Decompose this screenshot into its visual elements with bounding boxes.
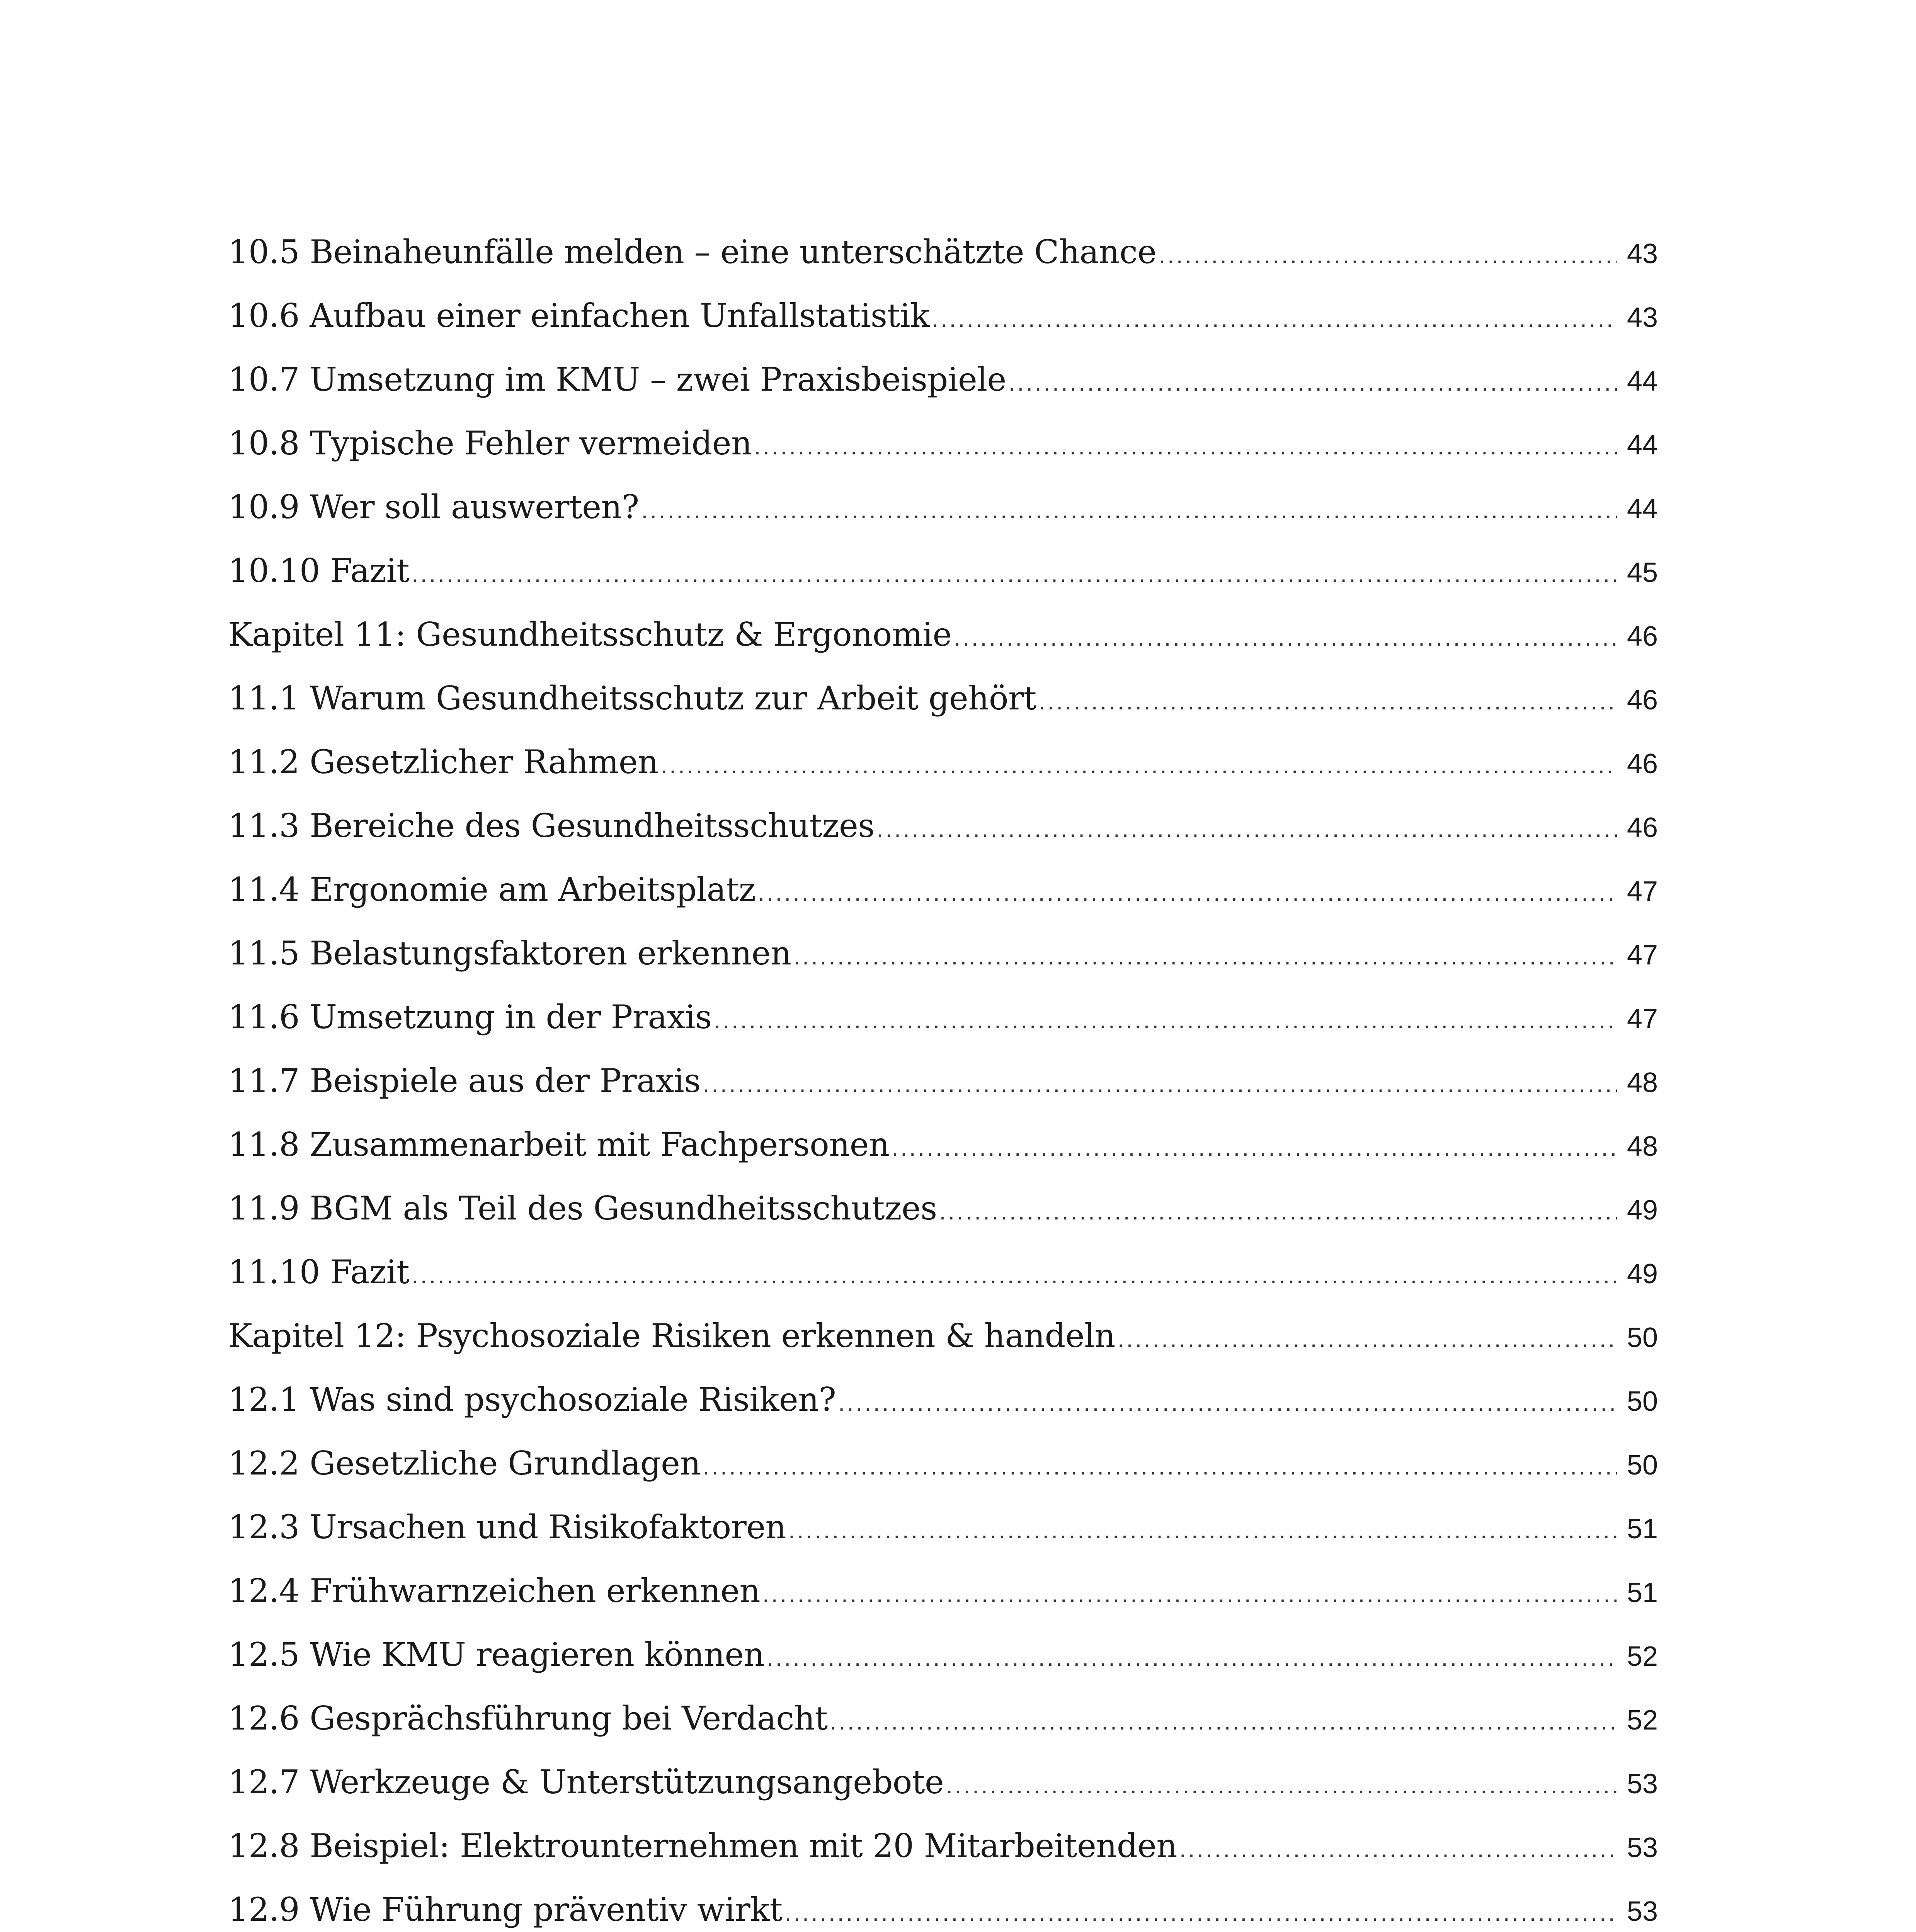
toc-entry[interactable] (228, 1814, 1658, 1878)
toc-dot-leader (877, 797, 1617, 861)
toc-entry-page: 51 (1627, 1577, 1658, 1608)
toc-dot-leader (788, 1498, 1617, 1562)
toc-dot-leader (830, 1690, 1617, 1753)
toc-entry-page: 52 (1627, 1641, 1658, 1672)
toc-entry-page: 46 (1627, 621, 1658, 652)
toc-entry-page: 47 (1627, 1003, 1658, 1034)
toc-entry-page: 50 (1627, 1322, 1658, 1353)
toc-entry-page: 47 (1627, 876, 1658, 907)
toc-dot-leader (892, 1116, 1617, 1180)
toc-entry[interactable] (228, 1432, 1658, 1495)
toc-entry-title: 12.8 Beispiel: Elektrounternehmen mit 20 Mitarbeitenden (228, 1827, 1177, 1865)
toc-dot-leader (838, 1371, 1617, 1435)
toc-entry[interactable] (228, 922, 1658, 985)
toc-dot-leader (767, 1626, 1617, 1690)
toc-entry[interactable] (228, 220, 1658, 284)
toc-entry-title: 10.7 Umsetzung im KMU – zwei Praxisbeispiele (228, 361, 1006, 398)
toc-entry-title: 12.5 Wie KMU reagieren können (228, 1636, 765, 1673)
toc-entry-title: 12.4 Frühwarnzeichen erkennen (228, 1572, 761, 1610)
toc-entry[interactable] (228, 1368, 1658, 1432)
toc-entry[interactable] (228, 985, 1658, 1049)
toc-dot-leader (1118, 1307, 1617, 1371)
toc-entry[interactable] (228, 603, 1658, 667)
toc-entry-page: 48 (1627, 1131, 1658, 1162)
toc-entry-title: 11.6 Umsetzung in der Praxis (228, 998, 712, 1036)
toc-entry-title: 11.4 Ergonomie am Arbeitsplatz (228, 871, 756, 908)
toc-dot-leader (946, 1753, 1617, 1817)
toc-entry[interactable] (228, 1878, 1658, 1932)
toc-entry-page: 53 (1627, 1832, 1658, 1863)
toc-entry-title: 12.6 Gesprächsführung bei Verdacht (228, 1699, 828, 1737)
toc-entry-page: 53 (1627, 1896, 1658, 1927)
toc-entry-title: 11.5 Belastungsfaktoren erkennen (228, 934, 791, 972)
toc-dot-leader (412, 1243, 1617, 1307)
toc-entry-title: 10.5 Beinaheunfälle melden – eine unterschätzte Chance (228, 233, 1157, 271)
toc-entry-title: 12.3 Ursachen und Risikofaktoren (228, 1508, 786, 1546)
toc-dot-leader (412, 542, 1617, 606)
toc-dot-leader (758, 861, 1617, 925)
toc-entry-title: 11.3 Bereiche des Gesundheitsschutzes (228, 807, 875, 845)
toc-entry-title: Kapitel 12: Psychosoziale Risiken erkennen & handeln (228, 1317, 1115, 1355)
toc-dot-leader (954, 606, 1617, 670)
toc-entry-page: 46 (1627, 812, 1658, 843)
toc-entry-title: 12.7 Werkzeuge & Unterstützungsangebote (228, 1763, 944, 1801)
toc-entry-page: 49 (1627, 1259, 1658, 1289)
toc-dot-leader (785, 1881, 1617, 1932)
toc-entry-page: 43 (1627, 238, 1658, 269)
toc-entry[interactable] (228, 730, 1658, 794)
toc-entry-page: 49 (1627, 1195, 1658, 1226)
toc-dot-leader (642, 478, 1617, 542)
toc-entry-page: 48 (1627, 1067, 1658, 1098)
toc-dot-leader (939, 1180, 1617, 1243)
toc-entry-page: 47 (1627, 940, 1658, 971)
toc-entry-page: 50 (1627, 1450, 1658, 1481)
toc-entry-page: 50 (1627, 1386, 1658, 1417)
toc-dot-leader (932, 287, 1617, 351)
toc-entry-page: 45 (1627, 557, 1658, 588)
toc-entry-page: 43 (1627, 302, 1658, 333)
toc-entry[interactable] (228, 1304, 1658, 1368)
toc-entry-title: 11.1 Warum Gesundheitsschutz zur Arbeit gehört (228, 679, 1036, 717)
toc-entry-title: Kapitel 11: Gesundheitsschutz & Ergonomie (228, 616, 952, 653)
toc-entry-page: 51 (1627, 1514, 1658, 1544)
toc-entry-page: 44 (1627, 366, 1658, 397)
toc-entry[interactable] (228, 1113, 1658, 1177)
toc-entry[interactable] (228, 1623, 1658, 1687)
toc-dot-leader (794, 925, 1617, 988)
toc-entry[interactable] (228, 475, 1658, 539)
toc-entry-title: 11.8 Zusammenarbeit mit Fachpersonen (228, 1126, 890, 1163)
toc-entry-title: 10.10 Fazit (228, 552, 410, 590)
toc-entry-page: 44 (1627, 430, 1658, 461)
toc-dot-leader (703, 1435, 1617, 1498)
toc-entry-title: 11.10 Fazit (228, 1253, 410, 1291)
toc-dot-leader (1159, 223, 1617, 287)
toc-dot-leader (714, 988, 1617, 1052)
toc-entry[interactable] (228, 348, 1658, 412)
toc-entry[interactable] (228, 1240, 1658, 1304)
toc-entry-title: 10.9 Wer soll auswerten? (228, 488, 639, 526)
toc-entry-page: 53 (1627, 1769, 1658, 1799)
toc-entry[interactable] (228, 667, 1658, 730)
toc-entry-page: 46 (1627, 685, 1658, 716)
toc-entry-page: 46 (1627, 748, 1658, 779)
toc-entry-title: 10.6 Aufbau einer einfachen Unfallstatistik (228, 297, 930, 335)
toc-entry-page: 52 (1627, 1705, 1658, 1736)
toc-dot-leader (703, 1052, 1617, 1116)
toc-entry-title: 12.2 Gesetzliche Grundlagen (228, 1444, 701, 1482)
toc-entry-title: 11.7 Beispiele aus der Praxis (228, 1062, 701, 1100)
toc-entry[interactable] (228, 539, 1658, 603)
table-of-contents (228, 220, 1658, 1932)
toc-dot-leader (1009, 351, 1617, 415)
toc-dot-leader (1179, 1817, 1617, 1881)
toc-entry[interactable] (228, 1177, 1658, 1240)
toc-dot-leader (762, 1562, 1617, 1626)
toc-entry[interactable] (228, 1687, 1658, 1750)
toc-dot-leader (754, 415, 1617, 478)
toc-entry-title: 10.8 Typische Fehler vermeiden (228, 424, 752, 462)
toc-dot-leader (661, 733, 1617, 797)
toc-entry-title: 11.2 Gesetzlicher Rahmen (228, 743, 659, 781)
toc-dot-leader (1039, 670, 1617, 733)
toc-entry[interactable] (228, 284, 1658, 348)
toc-entry-title: 12.9 Wie Führung präventiv wirkt (228, 1891, 783, 1929)
toc-entry[interactable] (228, 858, 1658, 922)
toc-entry[interactable] (228, 1559, 1658, 1623)
toc-entry-page: 44 (1627, 493, 1658, 524)
toc-entry-title: 11.9 BGM als Teil des Gesundheitsschutzes (228, 1189, 937, 1227)
toc-entry[interactable] (228, 412, 1658, 475)
toc-entry[interactable] (228, 1049, 1658, 1113)
toc-entry[interactable] (228, 794, 1658, 858)
toc-entry[interactable] (228, 1750, 1658, 1814)
toc-entry-title: 12.1 Was sind psychosoziale Risiken? (228, 1381, 836, 1418)
toc-entry[interactable] (228, 1495, 1658, 1559)
